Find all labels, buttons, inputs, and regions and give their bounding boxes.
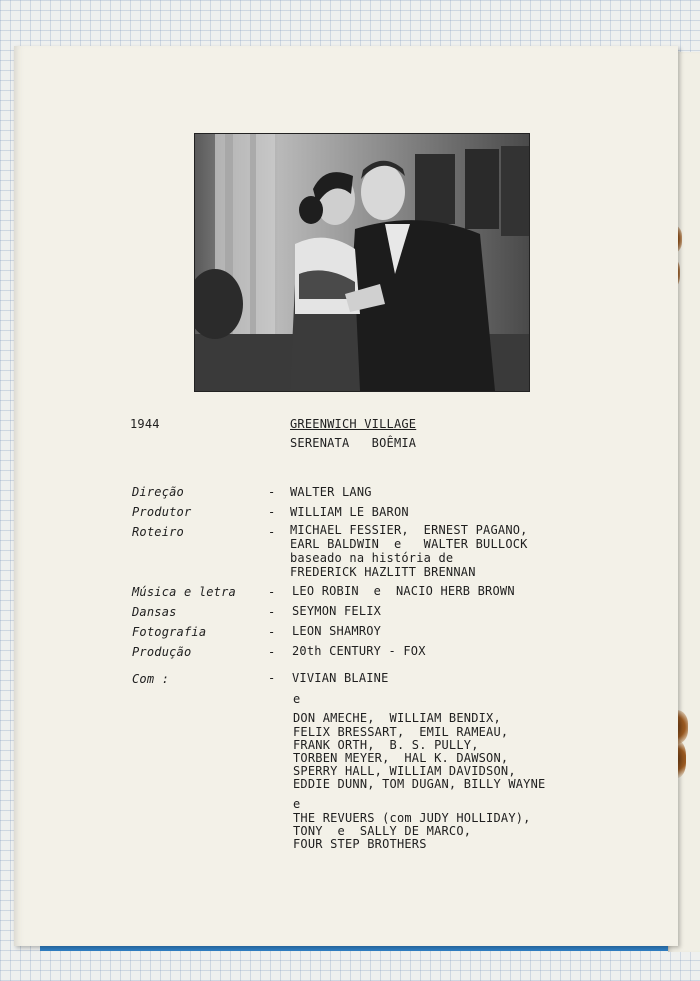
conjunction-e: e <box>293 797 301 811</box>
film-year: 1944 <box>130 417 160 431</box>
roteiro-line: FREDERICK HAZLITT BRENNAN <box>290 565 476 579</box>
direcao-label: Direção <box>132 485 184 499</box>
dansas-dash: - <box>268 605 276 619</box>
cast-line: FELIX BRESSART, EMIL RAMEAU, <box>293 725 509 739</box>
musica-dash: - <box>268 585 276 599</box>
original-title: GREENWICH VILLAGE <box>290 417 417 431</box>
produtor-value: WILLIAM LE BARON <box>290 505 409 519</box>
producao-label: Produção <box>132 645 192 659</box>
film-still-illustration <box>195 134 529 391</box>
cast-line: SPERRY HALL, WILLIAM DAVIDSON, <box>293 764 516 778</box>
roteiro-line: baseado na história de <box>290 551 454 565</box>
com-dash: - <box>268 671 276 685</box>
fotografia-label: Fotografia <box>132 625 207 639</box>
extra-cast-line: TONY e SALLY DE MARCO, <box>293 824 472 838</box>
conjunction-e: e <box>293 692 301 706</box>
fotografia-value: LEON SHAMROY <box>292 624 382 638</box>
cast-line: FRANK ORTH, B. S. PULLY, <box>293 738 479 752</box>
portuguese-title: SERENATA BOÊMIA <box>290 436 417 450</box>
cast-line: EDDIE DUNN, TOM DUGAN, BILLY WAYNE <box>293 777 546 791</box>
com-label: Com : <box>132 672 170 686</box>
fotografia-dash: - <box>268 625 276 639</box>
producao-value: 20th CENTURY - FOX <box>292 644 426 658</box>
cast-lead: VIVIAN BLAINE <box>292 671 389 685</box>
producao-dash: - <box>268 645 276 659</box>
extra-cast-line: FOUR STEP BROTHERS <box>293 837 427 851</box>
roteiro-dash: - <box>268 525 276 539</box>
cast-line: TORBEN MEYER, HAL K. DAWSON, <box>293 751 509 765</box>
produtor-label: Produtor <box>132 505 192 519</box>
musica-value: LEO ROBIN e NACIO HERB BROWN <box>292 584 515 598</box>
roteiro-label: Roteiro <box>132 525 184 539</box>
film-still-photo <box>194 133 530 392</box>
musica-label: Música e letra <box>132 585 236 599</box>
dansas-value: SEYMON FELIX <box>292 604 382 618</box>
cast-line: DON AMECHE, WILLIAM BENDIX, <box>293 711 501 725</box>
roteiro-line: EARL BALDWIN e WALTER BULLOCK <box>290 537 528 551</box>
extra-cast-line: THE REVUERS (com JUDY HOLLIDAY), <box>293 811 531 825</box>
produtor-dash: - <box>268 505 276 519</box>
roteiro-line: MICHAEL FESSIER, ERNEST PAGANO, <box>290 523 528 537</box>
direcao-value: WALTER LANG <box>290 485 372 499</box>
direcao-dash: - <box>268 485 276 499</box>
dansas-label: Dansas <box>132 605 177 619</box>
